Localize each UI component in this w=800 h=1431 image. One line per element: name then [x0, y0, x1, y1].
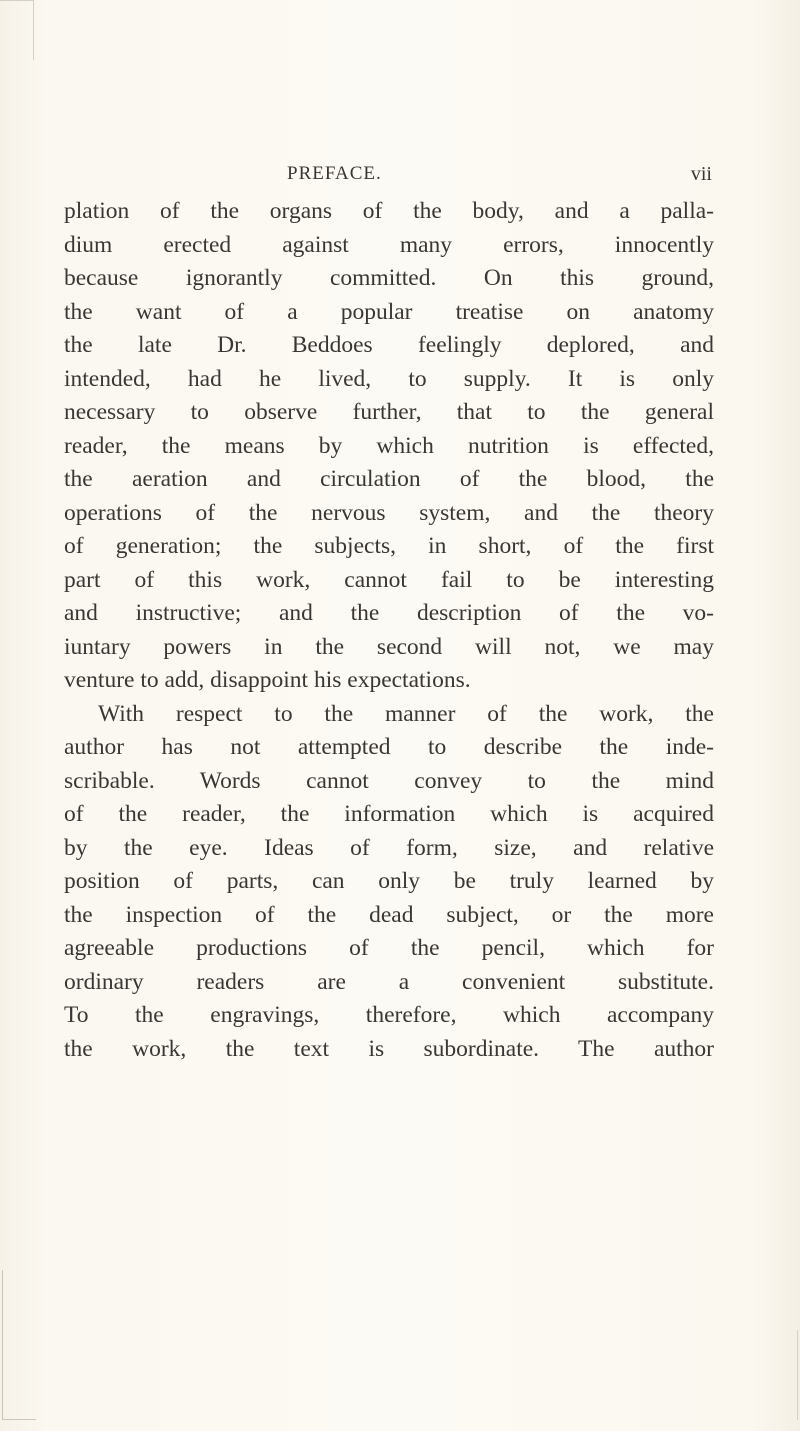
- text-line: the work, the text is subordinate. The author: [64, 1035, 714, 1062]
- page-number: vii: [690, 163, 712, 185]
- text-line: To the engravings, therefore, which accompany: [64, 1002, 714, 1028]
- text-line: the want of a popular treatise on anatomy: [64, 298, 714, 325]
- text-line: because ignorantly committed. On this ground,: [64, 265, 714, 291]
- text-line: operations of the nervous system, and the theory: [64, 499, 714, 526]
- page-edge-mark: [2, 1270, 36, 1420]
- text-line: plation of the organs of the body, and a palla-: [64, 198, 714, 224]
- text-line: ordinary readers are a convenient substitute.: [64, 968, 714, 995]
- running-title: PREFACE.: [287, 163, 382, 184]
- text-line: author has not attempted to describe the inde-: [64, 734, 714, 760]
- paragraph-first-line: With respect to the manner of the work, the: [98, 700, 714, 727]
- text-line: agreeable productions of the pencil, which for: [64, 935, 714, 961]
- text-line: necessary to observe further, that to the general: [64, 399, 714, 425]
- text-line: scribable. Words cannot convey to the mind: [64, 767, 714, 794]
- text-line: iuntary powers in the second will not, we may: [64, 633, 714, 660]
- text-line: dium erected against many errors, innocently: [64, 231, 714, 258]
- text-line: position of parts, can only be truly learned by: [64, 868, 714, 894]
- page-edge-mark: [0, 0, 34, 60]
- text-line: intended, had he lived, to supply. It is only: [64, 365, 714, 392]
- text-line: and instructive; and the description of the vo-: [64, 600, 714, 626]
- text-line: of generation; the subjects, in short, of the first: [64, 533, 714, 559]
- page-header: [287, 163, 712, 193]
- text-line: by the eye. Ideas of form, size, and relative: [64, 834, 714, 861]
- text-line: the aeration and circulation of the blood, the: [64, 466, 714, 492]
- text-line: reader, the means by which nutrition is effected,: [64, 432, 714, 459]
- text-line: the inspection of the dead subject, or the more: [64, 901, 714, 928]
- text-line: of the reader, the information which is acquired: [64, 801, 714, 827]
- page-edge-mark: [797, 1330, 798, 1420]
- text-line: the late Dr. Beddoes feelingly deplored, and: [64, 332, 714, 358]
- text-line: part of this work, cannot fail to be interesting: [64, 566, 714, 593]
- text-line: venture to add, disappoint his expectations.: [64, 667, 471, 693]
- body-text: [64, 195, 714, 1066]
